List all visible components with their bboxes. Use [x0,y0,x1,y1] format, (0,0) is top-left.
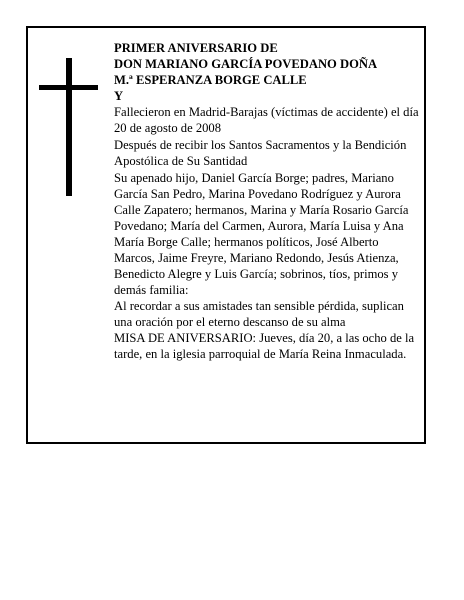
death-date-paragraph: Fallecieron en Madrid-Barajas (víctimas de accidente) el día 20 de agosto de 2008 [114,105,419,135]
prayer-request-paragraph: Al recordar a sus amistades tan sensible pérdida, suplican una oración por el eterno descanso de su alma [114,299,404,329]
sacraments-paragraph: Después de recibir los Santos Sacramentos y la Bendición Apostólica de Su Santidad [114,138,407,168]
title-line-3: M.ª ESPERANZA BORGE CALLE [114,73,307,87]
cross-vertical-bar [66,58,72,196]
mass-info-paragraph: MISA DE ANIVERSARIO: Jueves, día 20, a las ocho de la tarde, en la iglesia parroquial de María Reina Inmaculada. [114,331,415,361]
notice-text [114,40,420,362]
cross-horizontal-bar [39,85,98,90]
title-line-4: Y [114,89,124,103]
title-line-1: PRIMER ANIVERSARIO DE [114,41,278,55]
family-paragraph: Su apenado hijo, Daniel García Borge; padres, Mariano García San Pedro, Marina Povedano Rodríguez y Aurora Calle Zapatero; hermanos, Marina y María Rosario García Povedano; María del Carmen, Aurora, María Luisa y Ana María Borge Calle; hermanos políticos, José Alberto Marcos, Jaime Freyre, Mariano Redondo, Jesús Atienza, Benedicto Alegre y Luis García; sobrinos, tíos, primos y demás familia: [114,171,409,297]
title-line-2: DON MARIANO GARCÍA POVEDANO DOÑA [114,57,378,71]
obituary-notice-frame [26,26,426,444]
